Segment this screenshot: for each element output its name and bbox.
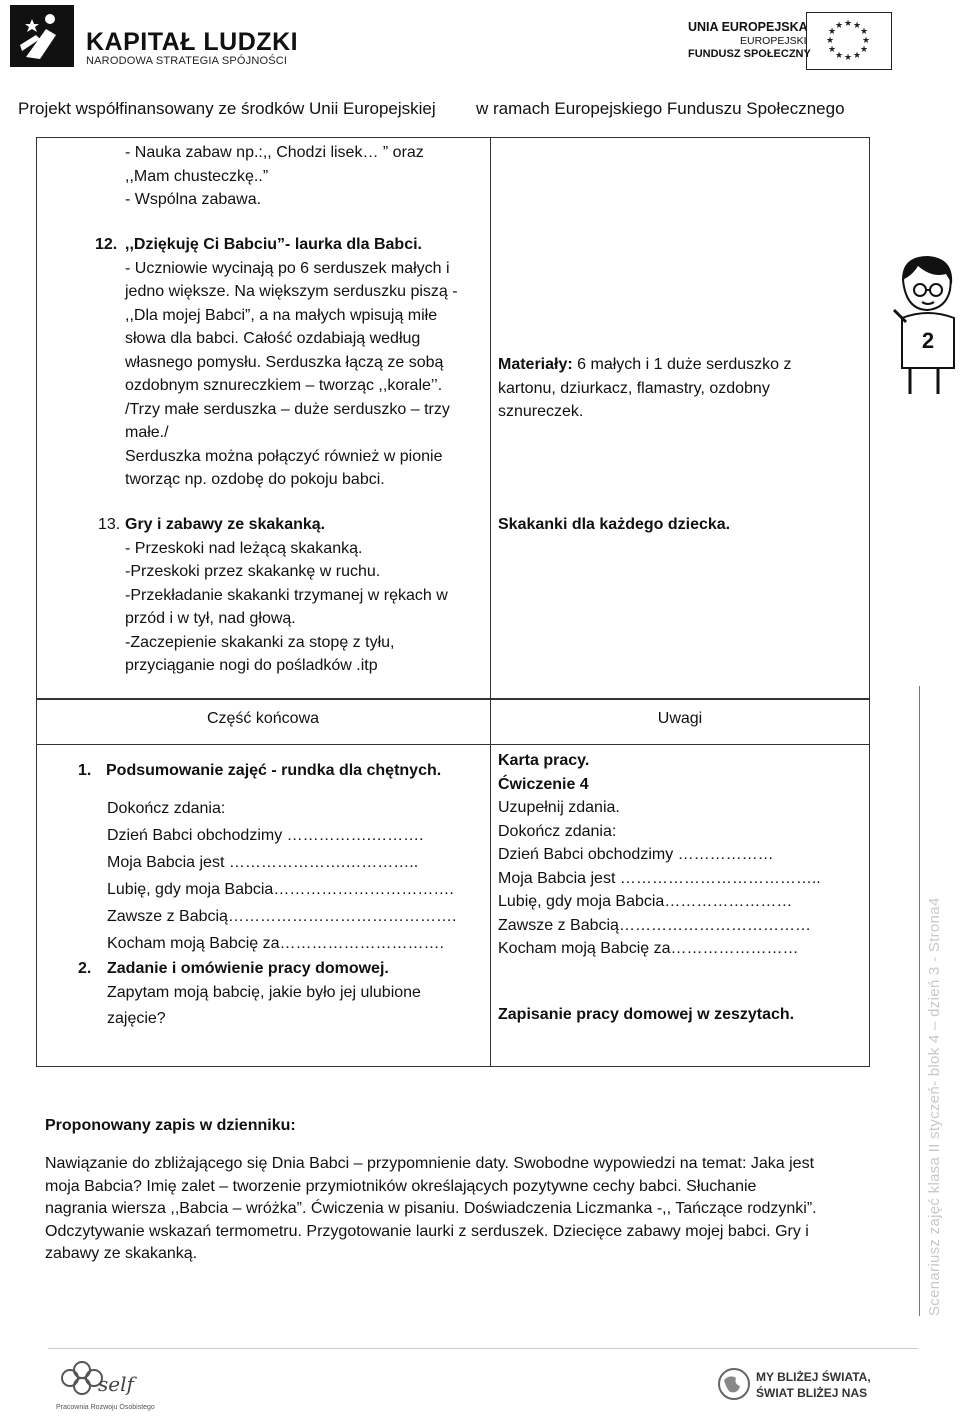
item-12-number: 12. xyxy=(95,236,118,253)
text-line: przyciąganie nogi do pośladków .itp xyxy=(125,657,378,674)
text-line: Kocham moją Babcię za…………………………. xyxy=(107,935,444,952)
text-line: jedno większe. Na większym serduszku piszą - xyxy=(125,283,458,300)
svg-text:★: ★ xyxy=(861,36,871,46)
summary-2-number: 2. xyxy=(78,960,92,977)
svg-text:★: ★ xyxy=(843,19,853,29)
item-12-title: ,,Dziękuję Ci Babciu”- laurka dla Babci. xyxy=(125,236,422,253)
text-line: ,,Dla mojej Babci”, a na małych wpisują miłe xyxy=(125,306,438,324)
self-logo-text: self xyxy=(98,1372,134,1396)
table-1-left-cell xyxy=(125,141,485,212)
item-12 xyxy=(125,233,485,492)
text-line: Dokończ zdania: xyxy=(498,822,617,840)
text-line: - Przeskoki nad leżącą skakanką. xyxy=(125,539,363,557)
table-2-header-rule xyxy=(36,744,870,745)
text-line: - Nauka zabaw np.:,, Chodzi lisek… ” oraz xyxy=(125,144,424,161)
text-line: tworząc np. ozdobę do pokoju babci. xyxy=(125,471,385,488)
text-line: Karta pracy. xyxy=(498,752,590,769)
svg-text:★: ★ xyxy=(827,45,837,55)
header-czesc-koncowa: Część końcowa xyxy=(206,710,320,727)
notes-column xyxy=(498,749,864,961)
text-line: Serduszka można połączyć również w pionie xyxy=(125,447,443,465)
text-line: zabawy ze skakanką. xyxy=(45,1245,198,1262)
vertical-footer-text: Scenariusz zajęć klasa II styczeń- blok 4 – dzień 3 - Strona4 xyxy=(926,897,943,1316)
text-line: Ćwiczenie 4 xyxy=(498,775,589,793)
svg-text:★: ★ xyxy=(827,27,837,37)
text-line: Moja Babcia jest ………………….………….. xyxy=(107,854,419,871)
text-line: ,,Mam chusteczkę..” xyxy=(125,167,269,185)
text-line: małe./ xyxy=(125,424,169,441)
sidebar-rule xyxy=(919,686,920,1316)
text-line: Zawsze z Babcią……………………………… xyxy=(498,916,811,934)
item-13-number: 13. xyxy=(98,516,121,533)
text-line: Lubię, gdy moja Babcia……………………………. xyxy=(107,881,454,898)
text-line: słowa dla babci. Całość ozdabiają według xyxy=(125,330,421,347)
kapital-ludzki-logo xyxy=(10,5,74,67)
text-line: -Przeskoki przez skakankę w ruchu. xyxy=(125,563,381,580)
svg-text:★: ★ xyxy=(852,21,862,31)
text-line: przód i w tył, nad głową. xyxy=(125,610,296,627)
text-line: nagrania wiersza ,,Babcia – wróżka”. Ćwiczenia w pisaniu. Doświadczenia Liczmanka -,, Tańczące rodzynki”. xyxy=(45,1200,817,1217)
summary-2-title: Zadanie i omówienie pracy domowej. xyxy=(107,960,389,977)
text-line: Dzień Babci obchodzimy …………….………. xyxy=(107,827,424,844)
text-line: sznureczek. xyxy=(498,403,584,420)
text-line: Dokończ zdania: xyxy=(107,800,226,817)
table-1-divider xyxy=(490,137,491,699)
child-mascot-icon xyxy=(888,250,958,400)
footer-rule xyxy=(48,1348,918,1349)
text-line: Nawiązanie do zbliżającego się Dnia Babci – przypomnienie daty. Swobodne wypowiedzi na temat: Jaka jest xyxy=(45,1155,815,1172)
svg-text:★: ★ xyxy=(852,51,862,61)
materials-block xyxy=(498,353,864,424)
logo-subtitle: NARODOWA STRATEGIA SPÓJNOŚCI xyxy=(86,55,288,67)
text-line: /Trzy małe serduszka – duże serduszko – trzy xyxy=(125,400,450,418)
svg-text:★: ★ xyxy=(825,36,835,46)
text-line: -Zaczepienie skakanki za stopę z tyłu, xyxy=(125,633,395,651)
text-line: kartonu, dziurkacz, flamastry, ozdobny xyxy=(498,379,770,397)
text-line: Zapytam moją babcię, jakie było jej ulubione xyxy=(107,984,421,1001)
svg-text:★: ★ xyxy=(834,21,844,31)
summary-2 xyxy=(107,957,487,1032)
finish-sentences xyxy=(107,795,487,957)
svg-text:★: ★ xyxy=(859,45,869,55)
eu-flag-icon xyxy=(806,12,892,70)
project-line-b: w ramach Europejskiego Funduszu Społecznego xyxy=(476,99,845,118)
svg-text:★: ★ xyxy=(843,53,853,63)
mascot-badge xyxy=(888,250,958,400)
eu-line-2: EUROPEJSKI xyxy=(740,35,807,47)
text-line: ozdobnym sznureczkiem – tworząc ,,korale’’. xyxy=(125,377,443,394)
journal-text xyxy=(45,1153,885,1266)
text-line: - Wspólna zabawa. xyxy=(125,191,262,208)
text-line: Moja Babcia jest ……………………………….. xyxy=(498,869,821,887)
self-caption: Pracownia Rozwoju Osobistego xyxy=(56,1404,155,1411)
item-13-title: Gry i zabawy ze skakanką. xyxy=(125,516,326,533)
globe-icon xyxy=(716,1366,752,1402)
text-line: -Przekładanie skakanki trzymanej w rękach w xyxy=(125,586,448,604)
logo-title: KAPITAŁ LUDZKI xyxy=(86,28,299,56)
materials-label: Materiały: xyxy=(498,356,573,373)
summary-1-number: 1. xyxy=(78,762,92,779)
skakanki-note: Skakanki dla każdego dziecka. xyxy=(498,516,731,533)
text-line: Uzupełnij zdania. xyxy=(498,799,620,816)
eu-line-3: FUNDUSZ SPOŁECZNY xyxy=(688,48,811,60)
text-line: Odczytywanie wskazań termometru. Przygotowanie laurki z serduszek. Dziecięce zabawy mojej babci. Gry i xyxy=(45,1222,809,1240)
logo-figure-icon xyxy=(10,5,74,67)
text-line: Lubię, gdy moja Babcia…………………… xyxy=(498,893,793,910)
homework-note: Zapisanie pracy domowej w zeszytach. xyxy=(498,1006,795,1023)
slogan-line-1: MY BLIŻEJ ŚWIATA, xyxy=(756,1370,871,1384)
header-uwagi: Uwagi xyxy=(657,710,703,727)
text-line: Zawsze z Babcią……………………………………. xyxy=(107,908,457,925)
project-line-a: Projekt współfinansowany ze środków Unii Europejskiej xyxy=(18,99,436,118)
item-13 xyxy=(125,513,485,678)
text-line: własnego pomysłu. Serduszka łączą ze sobą xyxy=(125,353,444,371)
text-line: Kocham moją Babcię za…………………… xyxy=(498,940,799,957)
summary-1-title: Podsumowanie zajęć - rundka dla chętnych. xyxy=(106,762,442,779)
eu-line-1: UNIA EUROPEJSKA xyxy=(688,20,808,34)
svg-text:★: ★ xyxy=(859,27,869,37)
badge-number: 2 xyxy=(921,328,935,353)
text-line: - Uczniowie wycinają po 6 serduszek małych i xyxy=(125,259,450,277)
text-line: zajęcie? xyxy=(107,1010,166,1027)
journal-heading: Proponowany zapis w dzienniku: xyxy=(45,1117,296,1134)
text-line: moja Babcia? Imię zalet – tworzenie przymiotników określających pozytywne cechy babci. Słuchanie xyxy=(45,1177,757,1195)
slogan-line-2: ŚWIAT BLIŻEJ NAS xyxy=(756,1386,868,1400)
text-line: Dzień Babci obchodzimy ……………… xyxy=(498,846,774,863)
table-2-divider xyxy=(490,699,491,1067)
text-line: 6 małych i 1 duże serduszko z xyxy=(572,356,792,373)
svg-text:★: ★ xyxy=(834,51,844,61)
